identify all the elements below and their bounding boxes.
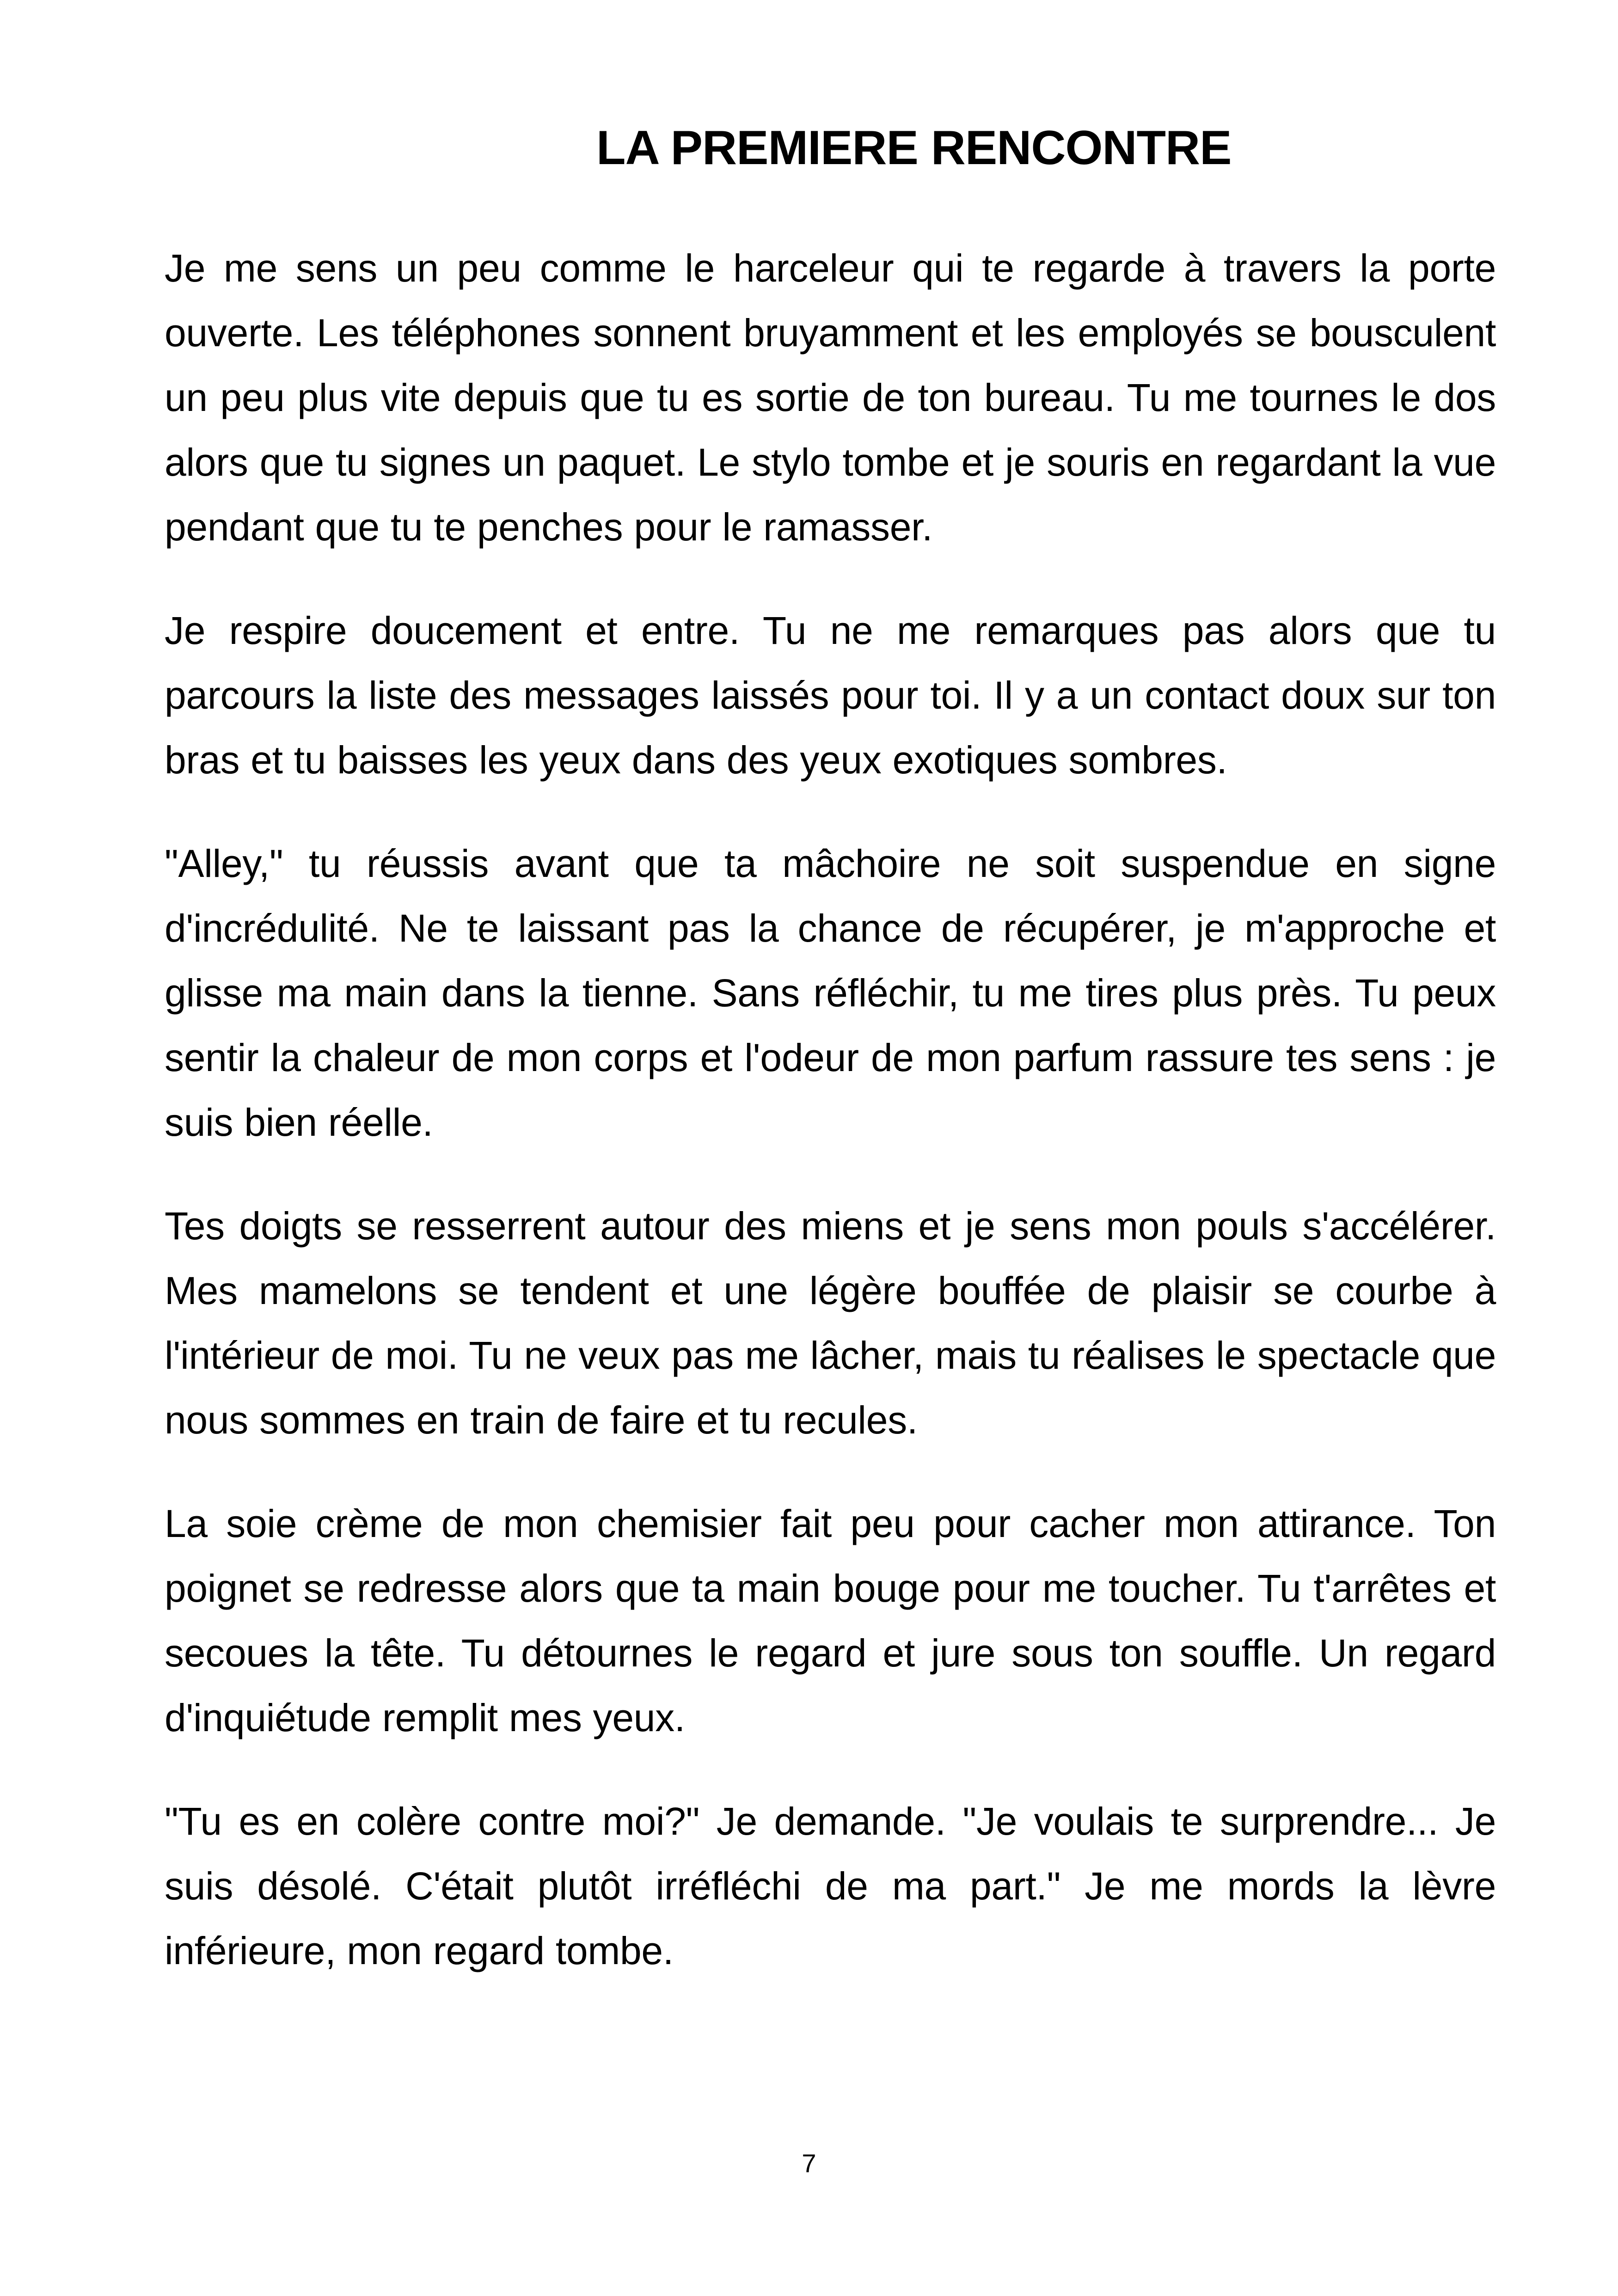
paragraph-4: Tes doigts se resserrent autour des miens et je sens mon pouls s'accélérer. Mes mamelons se tendent et une légère bouffée de plaisir se courbe à l'intérieur de moi. Tu ne veux pas me lâcher, mais tu réalises le spectacle que nous sommes en train de faire et tu recules. <box>165 1204 1496 1442</box>
paragraph-5: La soie crème de mon chemisier fait peu pour cacher mon attirance. Ton poignet se redresse alors que ta main bouge pour me toucher. Tu t'arrêtes et secoues la tête. Tu détournes le regard et jure sous ton souffle. Un regard d'inquiétude remplit mes yeux. <box>165 1502 1496 1739</box>
paragraph-2: Je respire doucement et entre. Tu ne me remarques pas alors que tu parcours la liste des messages laissés pour toi. Il y a un contact doux sur ton bras et tu baisses les yeux dans des yeux exotiques sombres. <box>165 609 1496 782</box>
paragraph-6: "Tu es en colère contre moi?" Je demande. "Je voulais te surprendre... Je suis désolé. C'était plutôt irréfléchi de ma part." Je me mords la lèvre inférieure, mon regard tombe. <box>165 1800 1496 1972</box>
chapter-body <box>165 236 1496 2022</box>
page-number: 7 <box>802 2149 816 2178</box>
paragraph-3: "Alley," tu réussis avant que ta mâchoire ne soit suspendue en signe d'incrédulité. Ne te laissant pas la chance de récupérer, je m'approche et glisse ma main dans la tienne. Sans réfléchir, tu me tires plus près. Tu peux sentir la chaleur de mon corps et l'odeur de mon parfum rassure tes sens : je suis bien réelle. <box>165 842 1496 1144</box>
paragraph-1: Je me sens un peu comme le harceleur qui te regarde à travers la porte ouverte. Les téléphones sonnent bruyamment et les employés se bousculent un peu plus vite depuis que tu es sortie de ton bureau. Tu me tournes le dos alors que tu signes un paquet. Le stylo tombe et je souris en regardant la vue pendant que tu te penches pour le ramasser. <box>165 246 1496 549</box>
chapter-title: LA PREMIERE RENCONTRE <box>596 121 1232 175</box>
